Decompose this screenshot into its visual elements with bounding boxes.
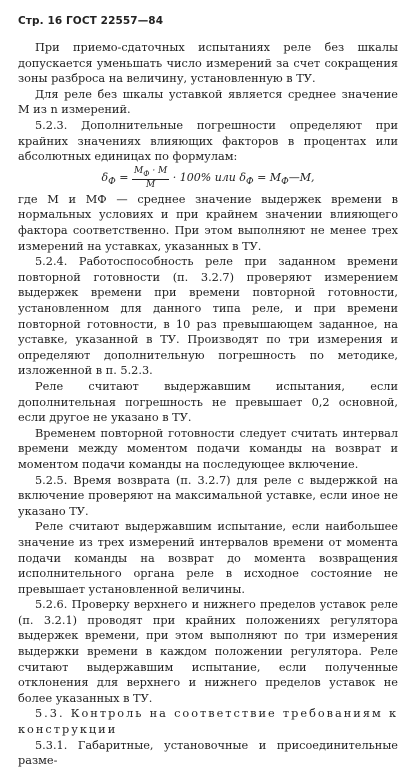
formula: $\delta_Ф$ = $\frac{M_Ф \cdot M}{M}$ · 100% или $\delta_Ф$ = $M_Ф—M$,: [101, 165, 315, 190]
paragraph: Реле считают выдержавшим испытание, если наибольшее значение из трех измерений интервалов времени от момента подачи команды на возврат до момента возвращения исполнительного органа реле в исходное состояние не превышает установленной величины.: [18, 520, 398, 596]
paragraph: Временем повторной готовности следует считать интервал времени между моментом подачи команды на возврат и моментом подачи команды на последующее включение.: [18, 426, 398, 471]
formula-eq: =: [119, 170, 129, 184]
paragraph: Для реле без шкалы уставкой является среднее значение M из n измерений.: [18, 87, 398, 117]
formula-numerator: $M_Ф \cdot M$: [133, 165, 168, 178]
formula-lhs: δ: [101, 170, 109, 184]
formula-denominator: M: [146, 179, 156, 190]
paragraph: 5.2.4. Работоспособность реле при заданном времени повторной готовности (п. 3.2.7) проверяют измерением выдержек времени при времени повторной готовности, установленном для данного типа реле, и при времени повторной готовности, в 10 раз превышающем заданное, на уставке, указанной в ТУ. Производят по три измерения и определяют дополнительную погрешность по методике, изложенной в п. 5.2.3.: [18, 255, 398, 378]
paragraph: Реле считают выдержавшим испытания, если дополнительная погрешность не превышает 0,2 основной, если другое не указано в ТУ.: [18, 379, 398, 425]
paragraph: При приемо-сдаточных испытаниях реле без шкалы допускается уменьшать число измерений за счет сокращения зоны разброса на величину, установленную в ТУ.: [18, 41, 398, 86]
document-body: [18, 40, 398, 769]
paragraph: 5.2.6. Проверку верхнего и нижнего пределов уставок реле (п. 3.2.1) проводят при крайних положениях регулятора выдержек времени, при этом выполняют по три измерения выдержки времени в каждом положении регулятора. Реле считают выдержавшим испытание, если полученные отклонения для верхнего и нижнего пределов уставок не более указанных в ТУ.: [18, 598, 398, 705]
formula-tail: · 100% или δ: [172, 170, 246, 184]
section-heading: 5.3. Контроль на соответствие требованиям к конструкции: [18, 707, 398, 737]
formula-fraction: [132, 166, 169, 190]
formula-sub: Ф: [108, 175, 116, 187]
page-header: Стр. 16 ГОСТ 22557—84: [18, 15, 164, 27]
paragraph: 5.2.3. Дополнительные погрешности определяют при крайних значениях влияющих факторов в процентах или абсолютных единицах по формулам:: [18, 118, 398, 164]
paragraph: 5.2.5. Время возврата (п. 3.2.7) для реле с выдержкой на включение проверяют на максимальной уставке, если иное не указано ТУ.: [18, 473, 398, 518]
paragraph: 5.3.1. Габаритные, установочные и присоединительные разме-: [18, 738, 398, 768]
paragraph: где M и MФ — среднее значение выдержек времени в нормальных условиях и при крайнем значении влияющего фактора соответственно. При этом выполняют не менее трех измерений на уставках, указанных в ТУ.: [18, 192, 398, 253]
